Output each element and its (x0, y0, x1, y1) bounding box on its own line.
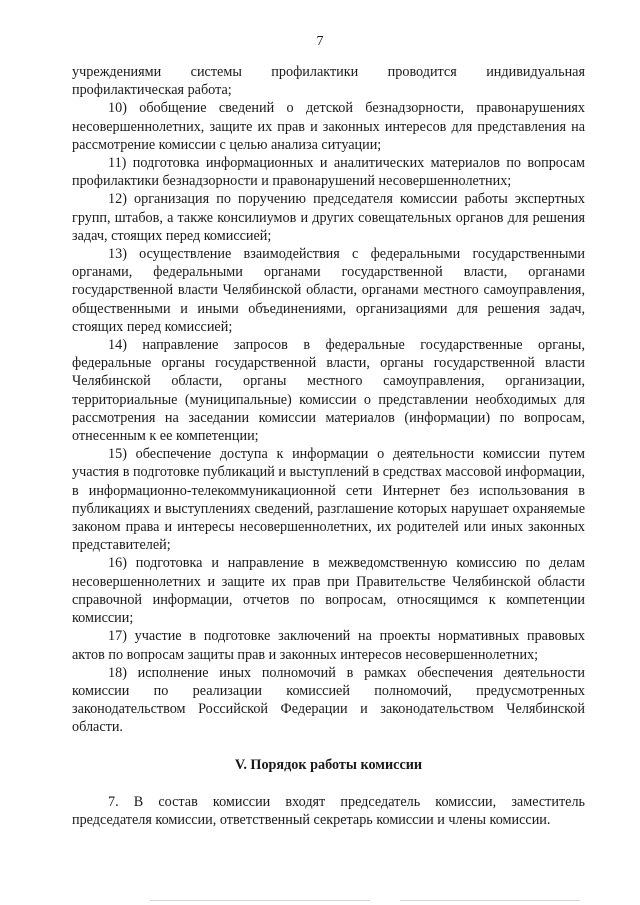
paragraph-item-16: 16) подготовка и направление в межведомственную комиссию по делам несовершеннолетних и защите их прав при Правительстве Челябинской области справочной информации, отчетов по вопросам, относящимся к компетенции комиссии; (72, 555, 585, 627)
paragraph-item-15: 15) обеспечение доступа к информации о деятельности комиссии путем участия в подготовке публикаций и выступлений в средствах массовой информации, в информационно-телекоммуникационной сети Интернет без использования в публикациях и выступлениях сведений, разглашение которых нарушает охраняемые законом права и интересы несовершеннолетних, их родителей или иных законных представителей; (72, 446, 585, 554)
paragraph-item-13: 13) осуществление взаимодействия с федеральными государственными органами, федеральными органами государственной власти, органами государственной власти Челябинской области, органами местного самоуправления, общественными и иными объединениями, организациями для решения задач, стоящих перед комиссией; (72, 246, 585, 335)
paragraph-item-18: 18) исполнение иных полномочий в рамках обеспечения деятельности комиссии по реализации комиссией полномочий, предусмотренных законодательством Российской Федерации и законодательством Челябинской области. (72, 664, 585, 736)
page-number: 7 (316, 34, 324, 49)
scan-artifact-line (400, 900, 580, 901)
paragraph-item-14: 14) направление запросов в федеральные государственные органы, федеральные органы государственной власти, органы государственной власти Челябинской области, органы местного самоуправления, организации, территориальные (муниципальные) комиссии о представлении необходимых для рассмотрения на заседании комиссии материалов (информации) по вопросам, отнесенным к ее компетенции; (72, 337, 585, 445)
document-body (72, 63, 585, 829)
scan-artifact-line (150, 900, 370, 901)
paragraph-item-12: 12) организация по поручению председателя комиссии работы экспертных групп, штабов, а также консилиумов и других совещательных органов для решения задач, стоящих перед комиссией; (72, 191, 585, 244)
paragraph-clause-7: 7. В состав комиссии входят председатель комиссии, заместитель председателя комиссии, ответственный секретарь комиссии и члены комиссии. (72, 793, 585, 828)
paragraph-item-10: 10) обобщение сведений о детской безнадзорности, правонарушениях несовершеннолетних, защите их прав и законных интересов для представления на рассмотрение комиссии с целью анализа ситуации; (72, 100, 585, 153)
paragraph-continuation: учреждениями системы профилактики проводится индивидуальная профилактическая работа; (72, 64, 585, 99)
paragraph-item-11: 11) подготовка информационных и аналитических материалов по вопросам профилактики безнадзорности и правонарушений несовершеннолетних; (72, 155, 585, 190)
paragraph-item-17: 17) участие в подготовке заключений на проекты нормативных правовых актов по вопросам защиты прав и законных интересов несовершеннолетних; (72, 628, 585, 663)
section-heading: V. Порядок работы комиссии (234, 756, 423, 773)
